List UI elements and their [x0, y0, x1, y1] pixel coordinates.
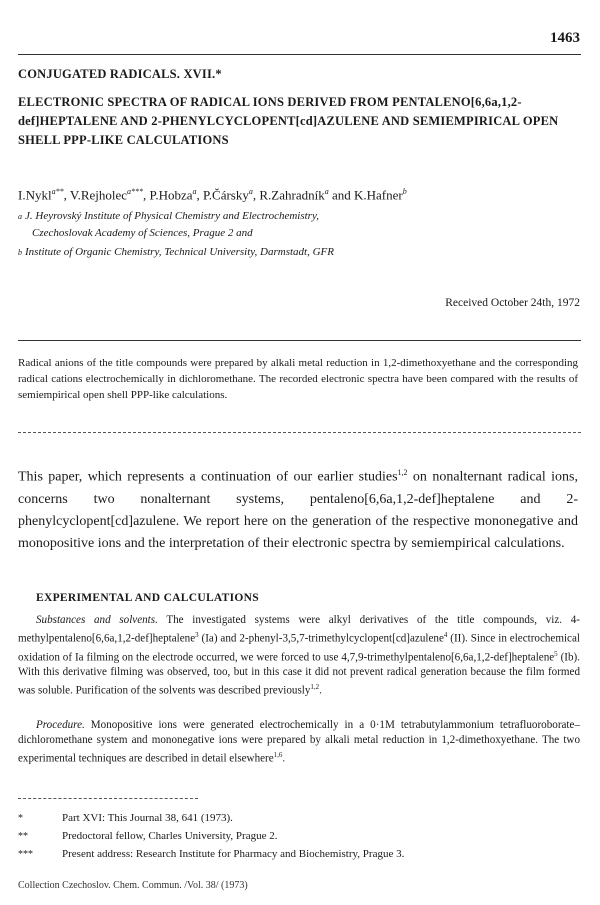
affiliation-a [18, 208, 578, 242]
abstract: Radical anions of the title compounds were prepared by alkali metal reduction in 1,2-dimethoxyethane and the corresponding radical cations electrochemically in dichloromethane. The recorded electronic spectra have been compared with the results of semiempirical open shell PPP-like calculations. [18, 357, 578, 401]
author-name: P.Hobza [149, 187, 193, 203]
paragraph-text: . [282, 752, 286, 765]
author-conjunction: and [331, 187, 351, 203]
intro-text: on nonalternant radical ions, concerns two nonalternant systems, pentaleno[6,6a,1,2-def]heptalene and 2-phenylcyclopent[cd]azulene. We report here on the generation of the respective mononegative and monopositive ions and the interpretation of their electronic spectra by semiempirical calculations. [18, 469, 578, 551]
citation-ref: 1,6 [273, 751, 283, 759]
abstract-bottom-rule [18, 432, 581, 433]
author-name: K.Hafner [354, 187, 403, 203]
author-name: R.Zahradník [259, 187, 325, 203]
section-heading: EXPERIMENTAL AND CALCULATIONS [36, 592, 259, 604]
citation-ref: 1,2 [397, 468, 408, 477]
author-name: V.Rejholec [69, 187, 128, 203]
affiliation-line: Institute of Organic Chemistry, Technical University, Darmstadt, GFR [25, 246, 334, 258]
paragraph-text: The investigated systems were alkyl derivatives of the title compounds, viz. 4-methylpentaleno[6,6a,1,2-def]heptalene [18, 614, 580, 645]
paragraph-text: . [319, 685, 322, 698]
paragraph-text: (Ib). With this derivative filming was observed, too, but in this case it did not prevent radical generation because the film formed was soluble. Purification of the solvents was described previously [18, 651, 580, 698]
affiliation-line: J. Heyrovský Institute of Physical Chemistry and Electrochemistry, [25, 210, 319, 222]
article-title: ELECTRONIC SPECTRA OF RADICAL IONS DERIVED FROM PENTALENO[6,6a,1,2-def]HEPTALENE AND 2-PHENYLCYCLOPENT[cd]AZULENE AND SEMIEMPIRICAL OPEN SHELL PPP-LIKE CALCULATIONS [18, 95, 559, 147]
footnote-text: Predoctoral fellow, Charles University, Prague 2. [62, 830, 278, 842]
citation-ref: 3 [195, 631, 199, 639]
author-mark: a [192, 187, 197, 196]
footnote [18, 846, 578, 863]
footnote-symbol: *** [18, 849, 33, 860]
author-mark: a*** [127, 187, 144, 196]
procedure-paragraph [18, 718, 580, 767]
author-line: I.Nykl$^{a**}$, V.Rejholec$^{a***}$, P.Hobza$^a$, P.Čársky$^a$, R.Zahradník$^a$ and K.Hafner$^b$ [18, 187, 407, 203]
footnote-symbol: * [18, 813, 23, 824]
author-name: P.Čársky [203, 187, 249, 203]
footnote-rule [18, 798, 198, 799]
paragraph-text: (II). Since in electrochemical oxidation of Ia filming on the electrode occurred, we were forced to use 4,7,9-trimethylpentaleno[6,6a,1,2-def]heptalene [18, 632, 580, 664]
affiliation-b [18, 244, 578, 261]
affiliation-line: Czechoslovak Academy of Sciences, Prague 2 and [32, 227, 253, 239]
abstract-top-rule [18, 340, 581, 341]
author-mark: b [402, 187, 407, 196]
intro-paragraph [18, 462, 578, 555]
header-rule [18, 54, 581, 55]
series-title: CONJUGATED RADICALS. XVII.* [18, 67, 222, 81]
footnote [18, 828, 578, 845]
author-mark: a [248, 187, 253, 196]
author-mark: a** [51, 187, 64, 196]
affiliation-mark: b [18, 248, 22, 257]
substances-paragraph [18, 613, 580, 699]
author-mark: a [324, 187, 329, 196]
citation-ref: 5 [554, 649, 558, 658]
received-date: Received October 24th, 1972 [445, 297, 580, 309]
paragraph-lead: Substances and solvents. [36, 614, 158, 626]
page-number: 1463 [550, 30, 580, 46]
journal-citation-footer: Collection Czechoslov. Chem. Commun. /Vol. 38/ (1973) [18, 880, 248, 891]
citation-ref: 1,2 [310, 683, 320, 692]
paragraph-text: Monopositive ions were generated electrochemically in a 0·1M tetrabutylammonium tetrafluoroborate–dichloromethane system and mononegative ions were prepared by alkali metal reduction in 1,2-dimethoxyethane. The two experimental techniques are described in detail elsewhere [18, 719, 580, 765]
citation-ref: 4 [443, 631, 448, 639]
footnote-text: Part XVI: This Journal 38, 641 (1973). [62, 812, 233, 824]
author-name: I.Nykl [18, 187, 52, 203]
footnote-symbol: ** [18, 831, 28, 842]
footnote [18, 810, 578, 827]
affiliation-mark: a [18, 212, 22, 221]
paragraph-lead: Procedure. [36, 719, 85, 731]
intro-text: This paper, which represents a continuation of our earlier studies [18, 469, 398, 485]
footnote-text: Present address: Research Institute for Pharmacy and Biochemistry, Prague 3. [62, 848, 405, 860]
paragraph-text: (Ia) and 2-phenyl-3,5,7-trimethylcyclopent[cd]azulene [198, 632, 444, 645]
